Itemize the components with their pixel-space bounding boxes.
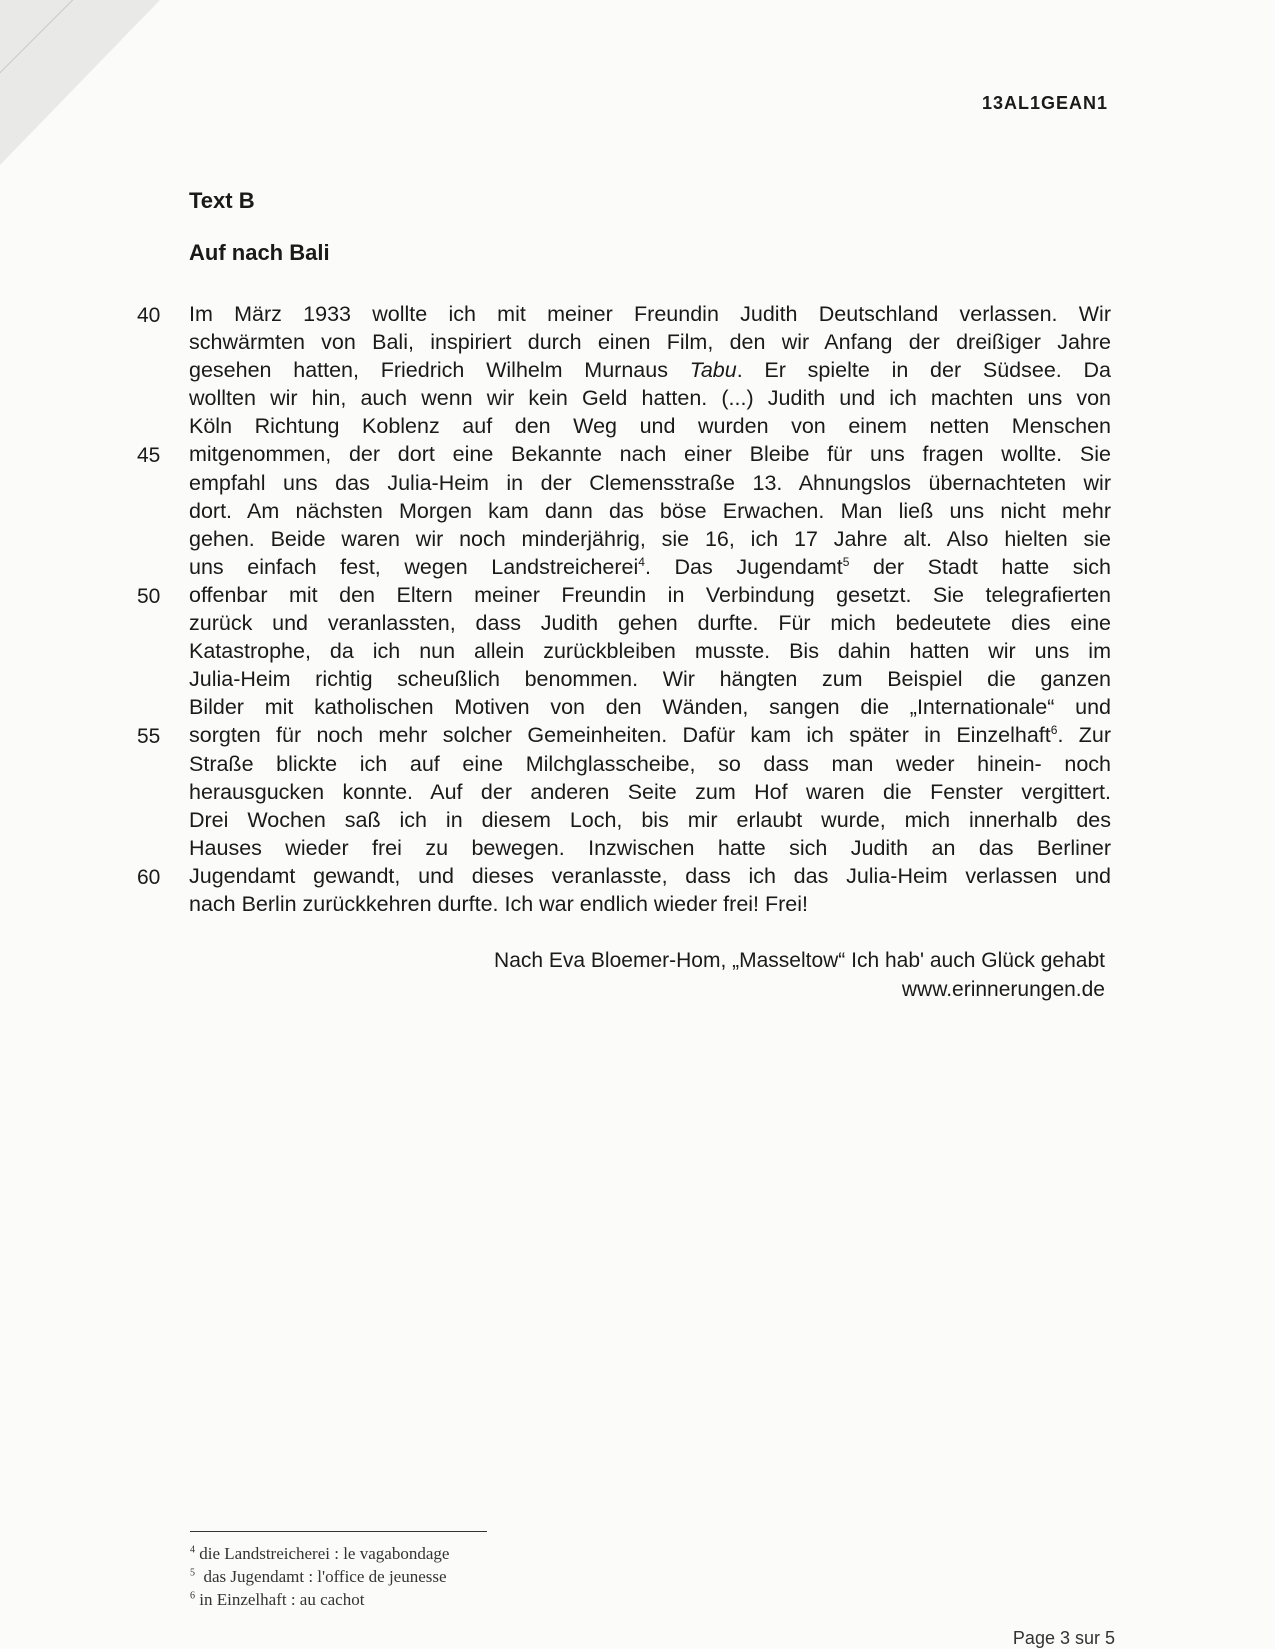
text-segment: der Stadt hatte sich — [849, 554, 1112, 579]
line-number: 50 — [137, 584, 161, 608]
text-line — [189, 328, 1111, 356]
source-citation — [494, 946, 1105, 1004]
text-segment: dort. Am nächsten Morgen kam dann das böse Erwachen. Man ließ uns nicht mehr — [189, 498, 1111, 523]
text-segment: Julia-Heim richtig scheußlich benommen. Wir hängten zum Beispiel die ganzen — [189, 667, 1111, 692]
text-line — [189, 665, 1111, 693]
text-segment: uns einfach fest, wegen Landstreicherei — [189, 554, 639, 579]
text-line — [189, 609, 1111, 637]
footnote-number: 5 — [190, 1567, 195, 1579]
text-segment: nach Berlin zurückkehren durfte. Ich war endlich wieder frei! Frei! — [189, 891, 808, 916]
text-line — [137, 440, 1111, 468]
text-label: Text B — [189, 188, 255, 213]
text-segment: Köln Richtung Koblenz auf den Weg und wurden von einem netten Menschen — [189, 414, 1111, 439]
footnote-divider — [190, 1531, 487, 1532]
text-segment: Hauses wieder frei zu bewegen. Inzwischen hatte sich Judith an das Berliner — [189, 835, 1111, 860]
footnote-number: 6 — [190, 1590, 195, 1602]
text-segment: empfahl uns das Julia-Heim in der Clemensstraße 13. Ahnungslos übernachteten wir — [189, 470, 1111, 495]
text-segment: Drei Wochen saß ich in diesem Loch, bis mir erlaubt wurde, mich innerhalb des — [189, 807, 1111, 832]
footnote-ref: 6 — [1050, 723, 1058, 738]
text-segment: . Zur — [1057, 723, 1112, 748]
text-segment: zurück und veranlassten, dass Judith gehen durfte. Für mich bedeutete dies eine — [189, 611, 1111, 636]
line-number: 45 — [137, 444, 161, 468]
text-segment: gehen. Beide waren wir noch minderjährig, sie 16, ich 17 Jahre alt. Also hielten sie — [189, 526, 1111, 551]
footnote-ref: 4 — [638, 554, 645, 569]
text-line — [189, 356, 1111, 384]
text-segment: offenbar mit den Eltern meiner Freundin in Verbindung gesetzt. Sie telegrafierten — [189, 582, 1111, 607]
text-segment: herausgucken konnte. Auf der anderen Seite zum Hof waren die Fenster vergittert. — [189, 779, 1111, 804]
text-segment: . Das Jugendamt — [644, 554, 843, 579]
text-line — [189, 834, 1111, 862]
footnote-text: in Einzelhaft : au cachot — [195, 1590, 365, 1609]
text-segment: gesehen hatten, Friedrich Wilhelm Murnaus — [189, 358, 690, 383]
source-url: www.erinnerungen.de — [901, 978, 1105, 1001]
line-number: 55 — [137, 725, 161, 749]
footnote — [190, 1588, 449, 1611]
text-line — [189, 384, 1111, 412]
footnotes — [190, 1542, 449, 1611]
text-line — [189, 469, 1111, 497]
text-line — [189, 778, 1111, 806]
text-line — [189, 637, 1111, 665]
text-title: Auf nach Bali — [189, 240, 330, 265]
text-line — [137, 721, 1112, 749]
text-line — [137, 862, 1111, 890]
text-segment: Im März 1933 wollte ich mit meiner Freundin Judith Deutschland verlassen. Wir — [189, 302, 1111, 326]
document-code: 13AL1GEAN1 — [981, 93, 1108, 113]
footnote-number: 4 — [190, 1544, 195, 1556]
text-line — [189, 693, 1111, 721]
footnote-ref: 5 — [842, 554, 850, 569]
text-segment: schwärmten von Bali, inspiriert durch einen Film, den wir Anfang der dreißiger Jahre — [189, 330, 1111, 355]
text-segment: Bilder mit katholischen Motiven von den Wänden, sangen die „Internationale“ und — [189, 695, 1111, 720]
text-line — [189, 806, 1111, 834]
text-line — [137, 581, 1111, 609]
line-number: 60 — [137, 865, 161, 889]
text-line — [189, 412, 1111, 440]
footnote-text: das Jugendamt : l'office de jeunesse — [195, 1567, 447, 1586]
text-line — [189, 890, 1111, 918]
text-segment: Katastrophe, da ich nun allein zurückbleiben musste. Bis dahin hatten wir uns im — [189, 639, 1111, 664]
text-line — [189, 525, 1111, 553]
text-line — [189, 553, 1111, 581]
footnote-text: die Landstreicherei : le vagabondage — [195, 1544, 450, 1563]
text-segment: mitgenommen, der dort eine Bekannte nach einer Bleibe für uns fragen wollte. Sie — [189, 442, 1111, 467]
text-segment: . Er spielte in der Südsee. Da — [736, 358, 1111, 383]
text-segment: Jugendamt gewandt, und dieses veranlasste, dass ich das Julia-Heim verlassen und — [189, 863, 1111, 888]
text-segment: Straße blickte ich auf eine Milchglasscheibe, so dass man weder hinein- noch — [189, 751, 1111, 776]
page-number: Page 3 sur 5 — [1012, 1628, 1115, 1648]
footnote — [190, 1565, 449, 1588]
text-segment: Tabu — [689, 358, 737, 383]
text-line — [137, 300, 1111, 328]
text-segment: wollten wir hin, auch wenn wir kein Geld hatten. (...) Judith und ich machten uns von — [189, 386, 1111, 411]
text-line — [189, 497, 1111, 525]
folded-corner — [0, 0, 160, 165]
text-line — [189, 750, 1111, 778]
line-number: 40 — [137, 304, 161, 327]
text-segment: sorgten für noch mehr solcher Gemeinheiten. Dafür kam ich später in Einzelhaft — [189, 723, 1051, 748]
footnote — [190, 1542, 449, 1565]
body-text — [137, 300, 1112, 918]
source-author-line: Nach Eva Bloemer-Hom, „Masseltow“ Ich hab' auch Glück gehabt — [494, 949, 1105, 972]
